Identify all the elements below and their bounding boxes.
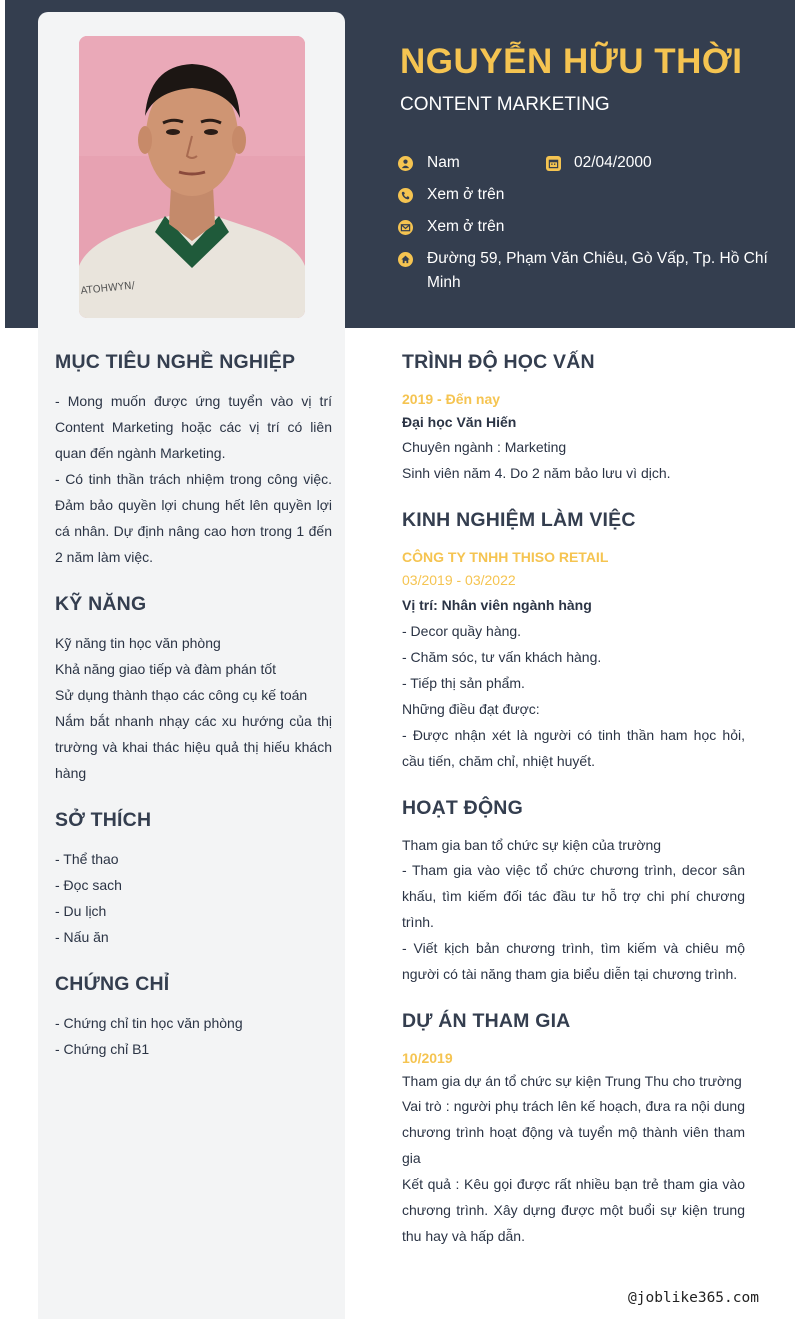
user-icon [398, 156, 413, 171]
certificate-item: - Chứng chỉ B1 [55, 1041, 150, 1057]
experience-position: Vị trí: Nhân viên ngành hàng [402, 597, 592, 613]
skill-item: Khả năng giao tiếp và đàm phán tốt [55, 661, 277, 677]
phone-icon [398, 188, 413, 203]
experience-duty: - Decor quầy hàng. [402, 623, 522, 639]
objective-title: MỤC TIÊU NGHỀ NGHIỆP [55, 351, 296, 373]
hobby-item: - Du lịch [55, 903, 107, 919]
profile-photo [79, 36, 305, 318]
experience-period: 03/2019 - 03/2022 [402, 572, 516, 588]
education-major: Chuyên ngành : Marketing [402, 439, 567, 455]
experience-title: KINH NGHIỆM LÀM VIỆC [402, 509, 636, 531]
experience-achieved-label: Những điều đạt được: [402, 701, 540, 717]
objective-text-1: - Mong muốn được ứng tuyển vào vị trí Content Marketing hoặc các vị trí có liên quan đến ngành Marketing. [55, 393, 332, 461]
education-title: TRÌNH ĐỘ HỌC VẤN [402, 351, 595, 373]
education-note: Sinh viên năm 4. Do 2 năm bảo lưu vì dịch. [402, 465, 671, 481]
project-result: Kết quả : Kêu gọi được rất nhiều bạn trẻ tham gia vào chương trình. Xây dựng được một buổi sự kiện trung thu hay và hấp dẫn. [402, 1176, 745, 1244]
email: Xem ở trên [427, 218, 505, 235]
watermark: @joblike365.com [628, 1290, 759, 1306]
email-icon [398, 220, 413, 235]
skill-item: Sử dụng thành thạo các công cụ kế toán [55, 687, 308, 703]
experience-duty: - Tiếp thị sản phẩm. [402, 675, 525, 691]
experience-achieved: - Được nhận xét là người có tinh thần ham học hỏi, cầu tiến, chăm chỉ, nhiệt huyết. [402, 727, 745, 769]
skill-item: Nắm bắt nhanh nhạy các xu hướng của thị trường và khai thác hiệu quả thị hiếu khách hàng [55, 713, 332, 781]
candidate-name: NGUYỄN HỮU THỜI [400, 42, 743, 81]
skills-title: KỸ NĂNG [55, 593, 147, 615]
svg-text:ATOHWYN/: ATOHWYN/ [80, 280, 136, 297]
project-role: Vai trò : người phụ trách lên kế hoạch, đưa ra nội dung chương trình hoạt động và tuyển mộ thành viên tham gia [402, 1098, 745, 1166]
projects-title: DỰ ÁN THAM GIA [402, 1010, 571, 1032]
home-icon [398, 252, 413, 267]
hobby-item: - Thể thao [55, 851, 119, 867]
experience-duty: - Chăm sóc, tư vấn khách hàng. [402, 649, 602, 665]
birthday: 02/04/2000 [574, 154, 652, 171]
certificate-item: - Chứng chỉ tin học văn phòng [55, 1015, 243, 1031]
education-school: Đại học Văn Hiến [402, 414, 517, 430]
activities-text-2: - Viết kịch bản chương trình, tìm kiếm và chiêu mộ người có tài năng tham gia biểu diễn tại chương trình. [402, 940, 745, 982]
skill-item: Kỹ năng tin học văn phòng [55, 635, 221, 651]
certificates-title: CHỨNG CHỈ [55, 973, 170, 995]
experience-company: CÔNG TY TNHH THISO RETAIL [402, 549, 609, 565]
calendar-icon [546, 156, 561, 171]
job-title: CONTENT MARKETING [400, 94, 610, 115]
project-period: 10/2019 [402, 1050, 453, 1066]
hobbies-title: SỞ THÍCH [55, 809, 152, 831]
activities-title: HOẠT ĐỘNG [402, 797, 523, 819]
hobby-item: - Nấu ăn [55, 929, 109, 945]
objective-text-2: - Có tinh thần trách nhiệm trong công việc. Đảm bảo quyền lợi chung hết lên quyền lợi cá nhân. Dự định nâng cao hơn trong 1 đến 2 năm làm việc. [55, 471, 332, 565]
education-period: 2019 - Đến nay [402, 391, 501, 407]
address: Đường 59, Phạm Văn Chiêu, Gò Vấp, Tp. Hồ Chí Minh [427, 250, 768, 291]
hobby-item: - Đọc sach [55, 877, 122, 893]
phone: Xem ở trên [427, 186, 505, 203]
activities-text-1: - Tham gia vào việc tổ chức chương trình, decor sân khấu, tìm kiếm đối tác đầu tư hỗ trợ chi phí chương trình. [402, 862, 745, 930]
project-intro: Tham gia dự án tổ chức sự kiện Trung Thu cho trường [402, 1073, 742, 1089]
gender: Nam [427, 154, 460, 171]
activities-intro: Tham gia ban tổ chức sự kiện của trường [402, 837, 662, 853]
